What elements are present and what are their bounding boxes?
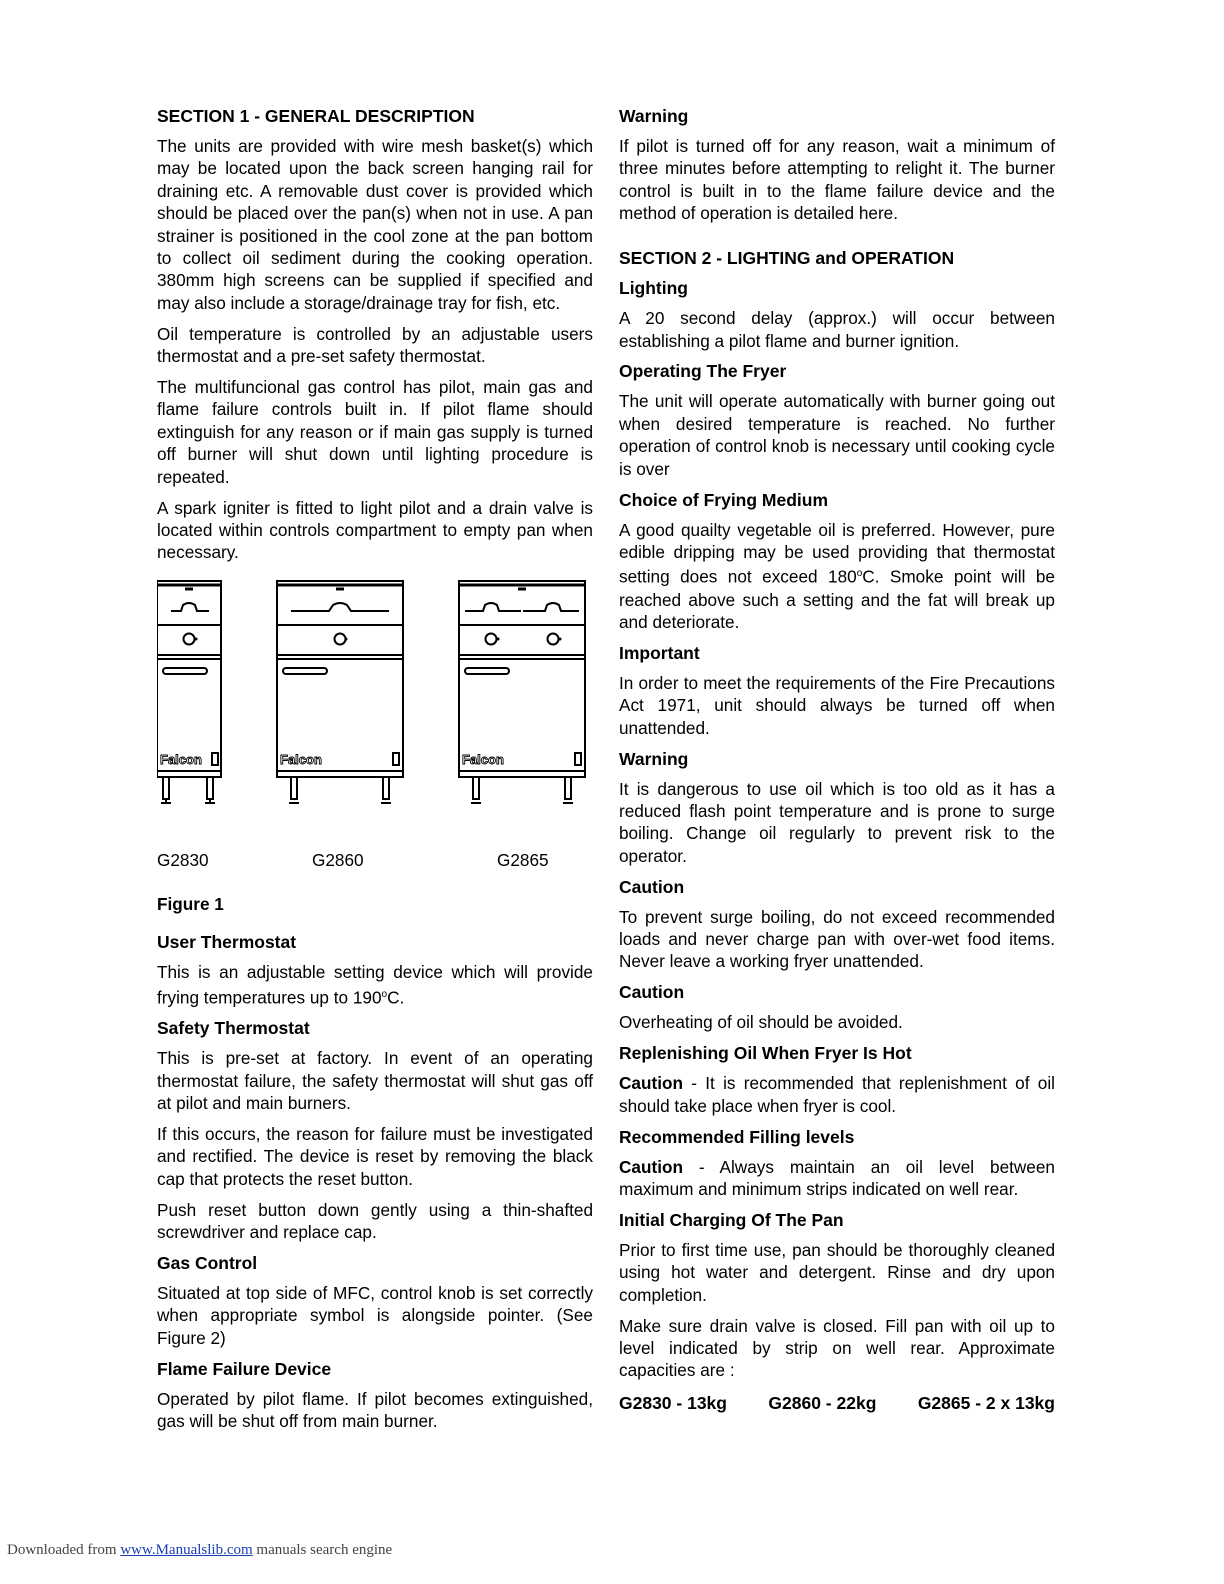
brand-label-g2860: Falcon <box>280 751 322 767</box>
model-label-g2860: G2860 <box>312 849 364 870</box>
replenish-title: Replenishing Oil When Fryer Is Hot <box>619 1043 912 1064</box>
caution2-title: Caution <box>619 982 685 1003</box>
initial-p2: Make sure drain valve is closed. Fill pan with oil up to level indicated by strip on well rear. Approximate capacities are : <box>619 1315 1055 1381</box>
fryer-g2865 <box>459 581 585 803</box>
fryer-g2860 <box>277 581 403 803</box>
left-column <box>157 105 593 1441</box>
capacities-row <box>619 1392 1055 1414</box>
flame-failure-title: Flame Failure Device <box>157 1358 332 1379</box>
general-description-p3: The multifuncional gas control has pilot, main gas and flame failure controls built in. If pilot flame should extinguish for any reason or if main gas supply is turned off burner will shut down until lighting procedure is repeated. <box>157 377 593 487</box>
section2-title: SECTION 2 - LIGHTING and OPERATION <box>619 248 955 269</box>
choice-title: Choice of Frying Medium <box>619 489 829 510</box>
fryer-g2830 <box>157 581 221 803</box>
footer: Downloaded from www.Manualslib.com manuals search engine <box>7 1542 393 1558</box>
caution1-title: Caution <box>619 876 685 897</box>
filling-text: Caution - Always maintain an oil level between maximum and minimum strips indicated on well rear. <box>619 1156 1055 1200</box>
flame-failure-text: Operated by pilot flame. If pilot becomes extinguished, gas will be shut off from main burner. <box>157 1388 593 1432</box>
capacity-g2860: G2860 - 22kg <box>768 1392 877 1413</box>
replenish-text: Caution - It is recommended that replenishment of oil should take place when fryer is cool. <box>619 1073 1055 1116</box>
safety-thermostat-p1: This is pre-set at factory. In event of an operating thermostat failure, the safety thermostat will shut gas off at pilot and main burners. <box>157 1048 593 1114</box>
right-column <box>619 105 1055 1414</box>
safety-thermostat-p2: If this occurs, the reason for failure must be investigated and rectified. The device is reset by removing the black cap that protects the reset button. <box>157 1123 593 1189</box>
lighting-text: A 20 second delay (approx.) will occur between establishing a pilot flame and burner ignition. <box>619 308 1055 351</box>
important-text: In order to meet the requirements of the Fire Precautions Act 1971, unit should always be turned off when unattended. <box>619 672 1055 738</box>
warning1-text: If pilot is turned off for any reason, wait a minimum of three minutes before attempting to relight it. The burner control is built in to the flame failure device and the method of operation is detailed here. <box>619 136 1055 224</box>
initial-title: Initial Charging Of The Pan <box>619 1209 844 1230</box>
general-description-p4: A spark igniter is fitted to light pilot and a drain valve is located within controls compartment to empty pan when necessary. <box>157 497 593 563</box>
user-thermostat-title: User Thermostat <box>157 932 297 953</box>
general-description-p2: Oil temperature is controlled by an adjustable users thermostat and a pre-set safety thermostat. <box>157 323 593 367</box>
safety-thermostat-title: Safety Thermostat <box>157 1018 310 1039</box>
capacity-g2865: G2865 - 2 x 13kg <box>917 1392 1055 1413</box>
choice-text: A good quailty vegetable oil is preferred. However, pure edible dripping may be used providing that thermostat setting does not exceed 180$^o$C. Smoke point will be reached above such a setting and the fat will break up and deteriorate. <box>619 519 1055 632</box>
brand-label-g2865: Falcon <box>462 751 504 767</box>
lighting-title: Lighting <box>619 278 689 299</box>
figure-model-labels <box>157 849 593 873</box>
brand-label-g2830: Falcon <box>160 751 202 767</box>
capacity-g2830: G2830 - 13kg <box>619 1392 727 1413</box>
warning2-title: Warning <box>619 748 689 769</box>
gas-control-title: Gas Control <box>157 1253 258 1274</box>
operating-text: The unit will operate automatically with burner going out when desired temperature is reached. No further operation of control knob is necessary until cooking cycle is over <box>619 391 1055 479</box>
model-label-g2830: G2830 <box>157 849 209 870</box>
warning2-text: It is dangerous to use oil which is too old as it has a reduced flash point temperature and is prone to surge boiling. Change oil regularly to prevent risk to the operator. <box>619 778 1055 866</box>
filling-title: Recommended Filling levels <box>619 1126 855 1147</box>
figure-1-illustration <box>157 579 593 849</box>
important-title: Important <box>619 642 700 663</box>
general-description-p1: The units are provided with wire mesh basket(s) which may be located upon the back screen hanging rail for draining etc. A removable dust cover is provided which should be placed over the pan(s) when not in use. A pan strainer is positioned in the cool zone at the pan bottom to collect oil sediment during the cooking operation. 380mm high screens can be supplied if specified and may also include a storage/drainage tray for fish, etc. <box>157 136 593 313</box>
fryers-drawing <box>157 579 593 849</box>
model-label-g2865: G2865 <box>497 849 549 870</box>
caution2-text: Overheating of oil should be avoided. <box>619 1012 903 1033</box>
manualslib-link[interactable]: www.Manualslib.com <box>120 1542 253 1558</box>
initial-p1: Prior to first time use, pan should be thoroughly cleaned using hot water and detergent. Rinse and dry upon completion. <box>619 1239 1055 1305</box>
gas-control-text: Situated at top side of MFC, control knob is set correctly when appropriate symbol is alongside pointer. (See Figure 2) <box>157 1283 593 1348</box>
operating-title: Operating The Fryer <box>619 361 787 382</box>
warning1-title: Warning <box>619 106 689 126</box>
caution1-text: To prevent surge boiling, do not exceed recommended loads and never charge pan with over-wet food items. Never leave a working fryer unattended. <box>619 906 1055 972</box>
user-thermostat-text: This is an adjustable setting device which will provide frying temperatures up to 190$^o$C. <box>157 962 593 1008</box>
safety-thermostat-p3: Push reset button down gently using a thin-shafted screwdriver and replace cap. <box>157 1199 593 1243</box>
section1-title: SECTION 1 - GENERAL DESCRIPTION <box>157 106 475 126</box>
figure-caption: Figure 1 <box>157 893 224 914</box>
